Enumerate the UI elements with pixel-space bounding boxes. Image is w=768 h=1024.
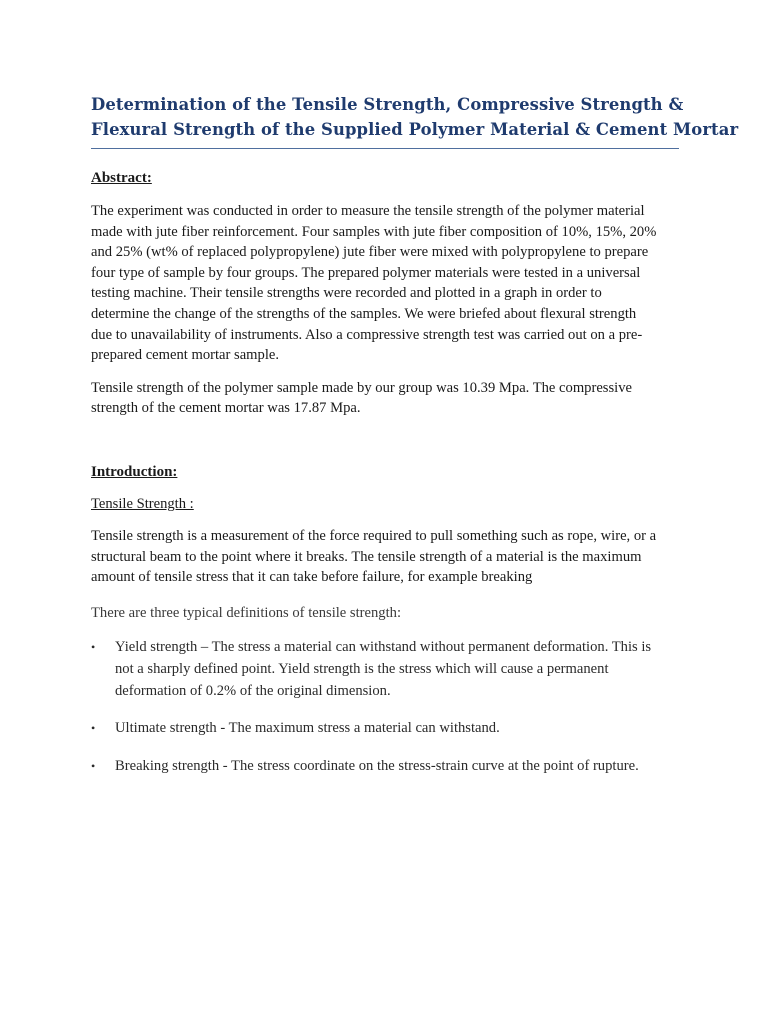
abstract-paragraph-1 (91, 201, 679, 366)
title-line-2: Flexural Strength of the Supplied Polymer Material & Cement Mortar (91, 120, 739, 139)
abstract-paragraph-2 (91, 378, 679, 419)
text-line: not a sharply defined point. Yield strength is the stress which will cause a permanent (115, 660, 609, 677)
text-line: prepared cement mortar sample. (91, 347, 280, 364)
bullet-icon: • (91, 640, 96, 655)
text-line: Tensile strength of the polymer sample made by our group was 10.39 Mpa. The compressive (91, 379, 632, 396)
text-line: Tensile strength is a measurement of the force required to pull something such as rope, wire, or a (91, 527, 657, 544)
text-line: The experiment was conducted in order to measure the tensile strength of the polymer material (91, 203, 645, 219)
list-item (91, 637, 679, 702)
list-item (91, 718, 679, 740)
text-line: and 25% (wt% of replaced polypropylene) jute fiber were mixed with polypropylene to prepare (91, 244, 649, 261)
text-line: testing machine. Their tensile strengths were recorded and plotted in a graph in order to (91, 285, 602, 302)
introduction-paragraph-1 (91, 526, 679, 588)
text-line: structural beam to the point where it breaks. The tensile strength of a material is the maximum (91, 548, 642, 565)
text-line: four type of sample by four groups. The prepared polymer materials were tested in a universal (91, 264, 641, 281)
text-line: due to unavailability of instruments. Also a compressive strength test was carried out on a pre- (91, 326, 643, 343)
abstract-heading: Abstract: (91, 170, 152, 186)
introduction-heading: Introduction: (91, 463, 178, 480)
text-line: Ultimate strength - The maximum stress a material can withstand. (115, 720, 500, 737)
text-line: strength of the cement mortar was 17.87 Mpa. (91, 400, 361, 417)
definitions-list (91, 637, 679, 777)
title-divider (91, 148, 679, 149)
bullet-icon: • (91, 758, 96, 773)
list-item (91, 756, 679, 778)
title-line-1: Determination of the Tensile Strength, Compressive Strength & (91, 95, 684, 114)
text-line: determine the change of the strengths of the samples. We were briefed about flexural strength (91, 305, 637, 322)
bullet-icon: • (91, 721, 96, 736)
introduction-paragraph-2: There are three typical definitions of tensile strength: (91, 604, 402, 621)
text-line: deformation of 0.2% of the original dimension. (115, 682, 391, 699)
text-line: amount of tensile stress that it can take before failure, for example breaking (91, 569, 533, 586)
document-title (91, 92, 739, 142)
text-line: made with jute fiber reinforcement. Four samples with jute fiber composition of 10%, 15%, 20% (91, 223, 657, 240)
tensile-strength-subheading: Tensile Strength : (91, 495, 194, 512)
text-line: Yield strength – The stress a material can withstand without permanent deformation. This is (115, 639, 652, 656)
text-line: Breaking strength - The stress coordinate on the stress-strain curve at the point of rupture. (115, 757, 639, 774)
